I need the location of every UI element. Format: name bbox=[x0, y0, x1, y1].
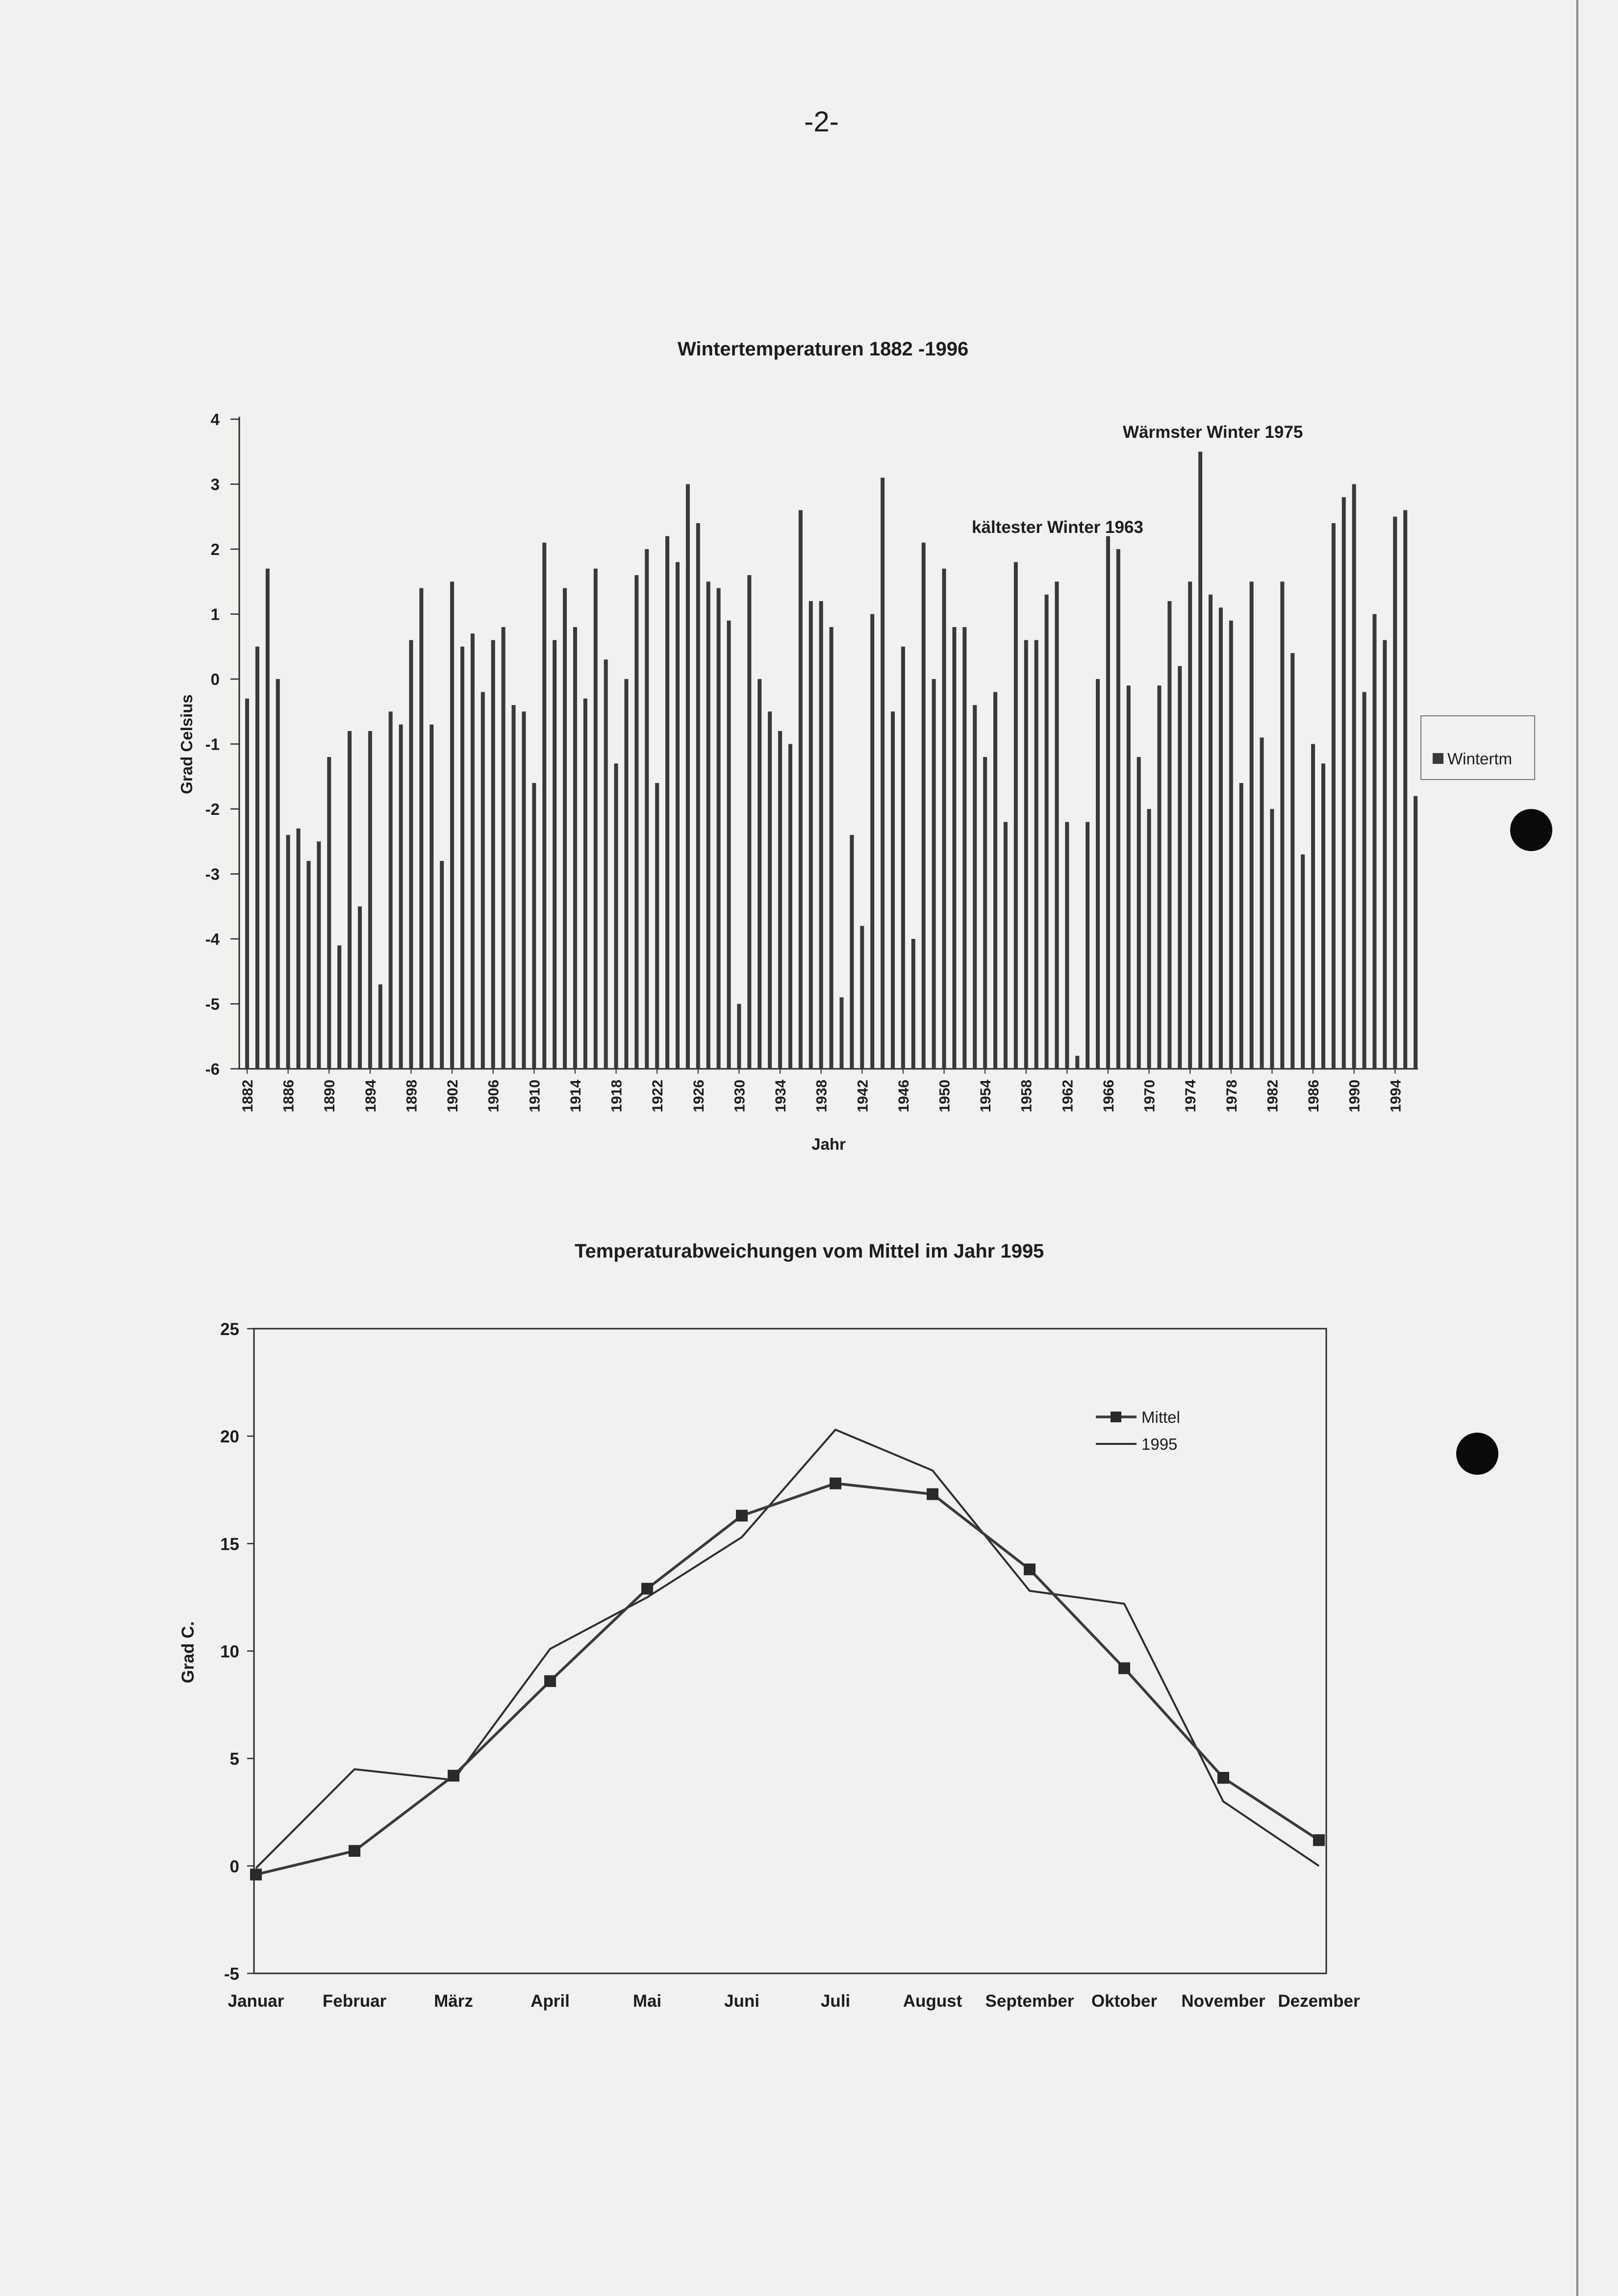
bar bbox=[655, 783, 659, 1069]
bar bbox=[471, 633, 475, 1069]
bar bbox=[563, 588, 567, 1069]
x-tick-label: 1990 bbox=[1346, 1080, 1363, 1112]
x-tick-label: März bbox=[434, 1992, 473, 2011]
x-tick-label: 1962 bbox=[1060, 1080, 1076, 1112]
bar bbox=[1147, 809, 1151, 1069]
y-tick-label: 15 bbox=[220, 1535, 239, 1554]
bar bbox=[1352, 484, 1356, 1069]
bar bbox=[358, 907, 362, 1069]
bar bbox=[306, 861, 310, 1069]
bar bbox=[614, 763, 618, 1069]
bar bbox=[594, 569, 598, 1069]
bar bbox=[522, 711, 526, 1069]
bar bbox=[1137, 757, 1141, 1069]
bar bbox=[665, 536, 669, 1069]
x-tick-label: 1918 bbox=[608, 1080, 625, 1112]
marker-mittel bbox=[349, 1845, 360, 1857]
bar bbox=[1198, 452, 1202, 1069]
bar bbox=[1178, 666, 1182, 1069]
bar bbox=[1096, 679, 1100, 1069]
bar bbox=[532, 783, 536, 1069]
bar bbox=[1414, 796, 1417, 1069]
bar bbox=[809, 601, 813, 1069]
x-tick-label: 1954 bbox=[978, 1080, 994, 1112]
bar bbox=[245, 699, 249, 1069]
x-tick-label: 1894 bbox=[362, 1080, 379, 1112]
y-axis-title: Grad Celsius bbox=[177, 694, 196, 794]
bar bbox=[1075, 1056, 1079, 1069]
marker-mittel bbox=[544, 1675, 556, 1687]
marker-mittel bbox=[1217, 1772, 1229, 1784]
x-tick-label: Oktober bbox=[1091, 1992, 1158, 2011]
bar bbox=[512, 705, 516, 1069]
bar bbox=[1239, 783, 1243, 1069]
bar bbox=[583, 699, 587, 1069]
bar bbox=[337, 945, 341, 1069]
bar bbox=[819, 601, 823, 1069]
bar bbox=[676, 562, 680, 1069]
bar bbox=[747, 575, 751, 1069]
bar bbox=[419, 588, 423, 1069]
bar bbox=[922, 543, 926, 1069]
x-tick-label: 1994 bbox=[1388, 1080, 1404, 1112]
x-tick-label: 1882 bbox=[240, 1080, 256, 1112]
x-tick-label: 1930 bbox=[732, 1080, 748, 1112]
legend-marker-mittel bbox=[1111, 1412, 1121, 1422]
marker-mittel bbox=[1118, 1663, 1130, 1674]
bar bbox=[758, 679, 761, 1069]
punch-hole-dot bbox=[1510, 809, 1552, 851]
bar bbox=[255, 647, 259, 1069]
bar bbox=[1004, 822, 1008, 1069]
legend-swatch bbox=[1433, 753, 1443, 764]
x-tick-label: 1986 bbox=[1306, 1080, 1322, 1112]
bar bbox=[727, 621, 731, 1069]
bar bbox=[1260, 737, 1264, 1069]
legend-box bbox=[1421, 716, 1535, 780]
series-line-mittel bbox=[256, 1484, 1319, 1875]
bar bbox=[1250, 581, 1254, 1069]
bar bbox=[881, 478, 885, 1069]
x-tick-label: April bbox=[531, 1992, 570, 2011]
bar bbox=[860, 926, 864, 1069]
y-tick-label: 10 bbox=[220, 1642, 239, 1662]
bar bbox=[891, 711, 895, 1069]
y-tick-label: -2 bbox=[205, 800, 220, 818]
bar bbox=[276, 679, 280, 1069]
bar bbox=[686, 484, 690, 1069]
marker-mittel bbox=[736, 1510, 748, 1521]
x-axis-title: Jahr bbox=[811, 1135, 846, 1153]
bar bbox=[1219, 607, 1223, 1069]
x-tick-label: 1914 bbox=[567, 1080, 584, 1112]
x-tick-label: Februar bbox=[322, 1992, 387, 2011]
bar bbox=[901, 647, 905, 1069]
bar bbox=[1363, 692, 1366, 1069]
bar bbox=[1106, 536, 1110, 1069]
x-tick-label: 1926 bbox=[690, 1080, 707, 1112]
bar bbox=[717, 588, 721, 1069]
bar bbox=[1301, 855, 1305, 1069]
y-tick-label: 2 bbox=[210, 540, 220, 558]
marker-mittel bbox=[1313, 1834, 1325, 1846]
bar bbox=[942, 569, 946, 1069]
x-tick-label: November bbox=[1181, 1992, 1265, 2011]
x-tick-label: Dezember bbox=[1278, 1992, 1360, 2011]
bar bbox=[286, 835, 290, 1069]
bar bbox=[737, 1004, 741, 1069]
x-tick-label: 1946 bbox=[895, 1080, 912, 1112]
bar bbox=[624, 679, 628, 1069]
deviation-chart-title: Temperaturabweichungen vom Mittel im Jahr 1995 bbox=[575, 1240, 1044, 1262]
bar bbox=[1086, 822, 1089, 1069]
bar bbox=[542, 543, 546, 1069]
x-tick-label: 1886 bbox=[280, 1080, 297, 1112]
bar bbox=[768, 711, 772, 1069]
bar bbox=[297, 829, 301, 1069]
bar bbox=[983, 757, 987, 1069]
x-tick-label: 1966 bbox=[1100, 1080, 1117, 1112]
marker-mittel bbox=[1024, 1564, 1036, 1575]
x-tick-label: September bbox=[985, 1992, 1074, 2011]
marker-mittel bbox=[927, 1489, 938, 1500]
winter-chart-title: Wintertemperaturen 1882 -1996 bbox=[678, 338, 969, 360]
marker-mittel bbox=[448, 1770, 459, 1782]
bar bbox=[1321, 763, 1325, 1069]
bar bbox=[450, 581, 454, 1069]
marker-mittel bbox=[830, 1478, 841, 1489]
annotation-warmest-winter: Wärmster Winter 1975 bbox=[1123, 423, 1303, 442]
legend-label-mittel: Mittel bbox=[1141, 1408, 1180, 1426]
y-tick-label: 3 bbox=[210, 475, 220, 494]
bar bbox=[1393, 517, 1397, 1069]
x-tick-label: 1902 bbox=[445, 1080, 461, 1112]
temperature-deviation-chart bbox=[0, 1275, 1618, 2035]
page-number: -2- bbox=[804, 106, 839, 138]
bar bbox=[1229, 621, 1233, 1069]
y-tick-label: -6 bbox=[205, 1060, 220, 1078]
y-tick-label: 25 bbox=[220, 1320, 239, 1339]
bar bbox=[962, 627, 966, 1069]
bar bbox=[1014, 562, 1018, 1069]
bar bbox=[604, 659, 608, 1069]
y-tick-label: 4 bbox=[210, 410, 220, 429]
bar bbox=[1280, 581, 1284, 1069]
bar bbox=[481, 692, 485, 1069]
x-tick-label: 1910 bbox=[527, 1080, 543, 1112]
x-tick-label: Juli bbox=[820, 1992, 851, 2011]
bar bbox=[932, 679, 936, 1069]
bar bbox=[707, 581, 710, 1069]
legend-label: Wintertm bbox=[1447, 750, 1512, 768]
bar bbox=[491, 640, 495, 1069]
x-tick-label: 1970 bbox=[1141, 1080, 1158, 1112]
x-tick-label: 1978 bbox=[1223, 1080, 1240, 1112]
y-tick-label: 20 bbox=[220, 1427, 239, 1447]
bar bbox=[696, 523, 700, 1069]
punch-hole-dot bbox=[1456, 1433, 1498, 1475]
bar bbox=[317, 841, 321, 1069]
bar bbox=[788, 744, 792, 1069]
y-tick-label: 5 bbox=[229, 1749, 239, 1769]
bar bbox=[799, 510, 803, 1069]
bar bbox=[1403, 510, 1407, 1069]
bar bbox=[409, 640, 413, 1069]
bar bbox=[368, 731, 372, 1069]
y-tick-label: -1 bbox=[205, 735, 220, 754]
y-tick-label: 0 bbox=[210, 670, 220, 688]
x-tick-label: Juni bbox=[724, 1992, 759, 2011]
bar bbox=[1209, 595, 1213, 1069]
bar bbox=[379, 984, 382, 1069]
bar bbox=[778, 731, 782, 1069]
bar bbox=[634, 575, 638, 1069]
x-tick-label: 1922 bbox=[650, 1080, 666, 1112]
bar bbox=[348, 731, 352, 1069]
bar bbox=[1116, 549, 1120, 1069]
bar bbox=[1290, 653, 1294, 1069]
bar bbox=[1383, 640, 1387, 1069]
y-tick-label: 1 bbox=[210, 605, 220, 624]
bar bbox=[645, 549, 649, 1069]
x-tick-label: August bbox=[903, 1992, 962, 2011]
y-tick-label: 0 bbox=[229, 1857, 239, 1876]
bar bbox=[399, 725, 403, 1069]
x-tick-label: 1982 bbox=[1264, 1080, 1281, 1112]
y-axis-title: Grad C. bbox=[178, 1621, 198, 1684]
bar bbox=[460, 647, 464, 1069]
legend-label-1995: 1995 bbox=[1141, 1435, 1178, 1453]
bar bbox=[1045, 595, 1049, 1069]
marker-mittel bbox=[250, 1868, 262, 1880]
y-tick-label: -3 bbox=[205, 865, 220, 883]
y-tick-label: -5 bbox=[224, 1965, 239, 1984]
bar bbox=[839, 997, 843, 1069]
marker-mittel bbox=[641, 1583, 653, 1594]
x-tick-label: 1942 bbox=[855, 1080, 871, 1112]
x-tick-label: 1958 bbox=[1018, 1080, 1035, 1112]
bar bbox=[1270, 809, 1274, 1069]
bar bbox=[430, 725, 433, 1069]
x-tick-label: Januar bbox=[228, 1992, 284, 2011]
bar bbox=[327, 757, 331, 1069]
bar bbox=[389, 711, 393, 1069]
bar bbox=[502, 627, 506, 1069]
bar bbox=[850, 835, 854, 1069]
bar bbox=[993, 692, 997, 1069]
bar bbox=[1311, 744, 1315, 1069]
bar bbox=[1372, 614, 1376, 1069]
bar bbox=[1024, 640, 1028, 1069]
annotation-coldest-winter: kältester Winter 1963 bbox=[972, 518, 1143, 537]
bar bbox=[440, 861, 444, 1069]
x-tick-label: Mai bbox=[632, 1992, 662, 2011]
bar bbox=[952, 627, 956, 1069]
x-tick-label: 1934 bbox=[773, 1080, 789, 1112]
bar bbox=[911, 939, 915, 1069]
bar bbox=[1342, 497, 1346, 1069]
bar bbox=[1332, 523, 1336, 1069]
x-tick-label: 1906 bbox=[485, 1080, 502, 1112]
y-tick-label: -4 bbox=[205, 930, 220, 948]
x-tick-label: 1950 bbox=[936, 1080, 953, 1112]
bar bbox=[573, 627, 577, 1069]
x-tick-label: 1938 bbox=[813, 1080, 830, 1112]
bar bbox=[830, 627, 834, 1069]
bar bbox=[266, 569, 270, 1069]
x-tick-label: 1974 bbox=[1183, 1080, 1199, 1112]
bar bbox=[1035, 640, 1038, 1069]
bar bbox=[1127, 685, 1131, 1069]
series-line-1995 bbox=[256, 1430, 1319, 1868]
bar bbox=[1167, 601, 1171, 1069]
bar bbox=[1065, 822, 1069, 1069]
bar bbox=[1157, 685, 1161, 1069]
bar bbox=[1055, 581, 1059, 1069]
x-tick-label: 1890 bbox=[322, 1080, 338, 1112]
bar bbox=[870, 614, 874, 1069]
y-tick-label: -5 bbox=[205, 995, 220, 1013]
bar bbox=[1188, 581, 1192, 1069]
bar bbox=[973, 705, 977, 1069]
x-tick-label: 1898 bbox=[404, 1080, 420, 1112]
bar bbox=[553, 640, 556, 1069]
